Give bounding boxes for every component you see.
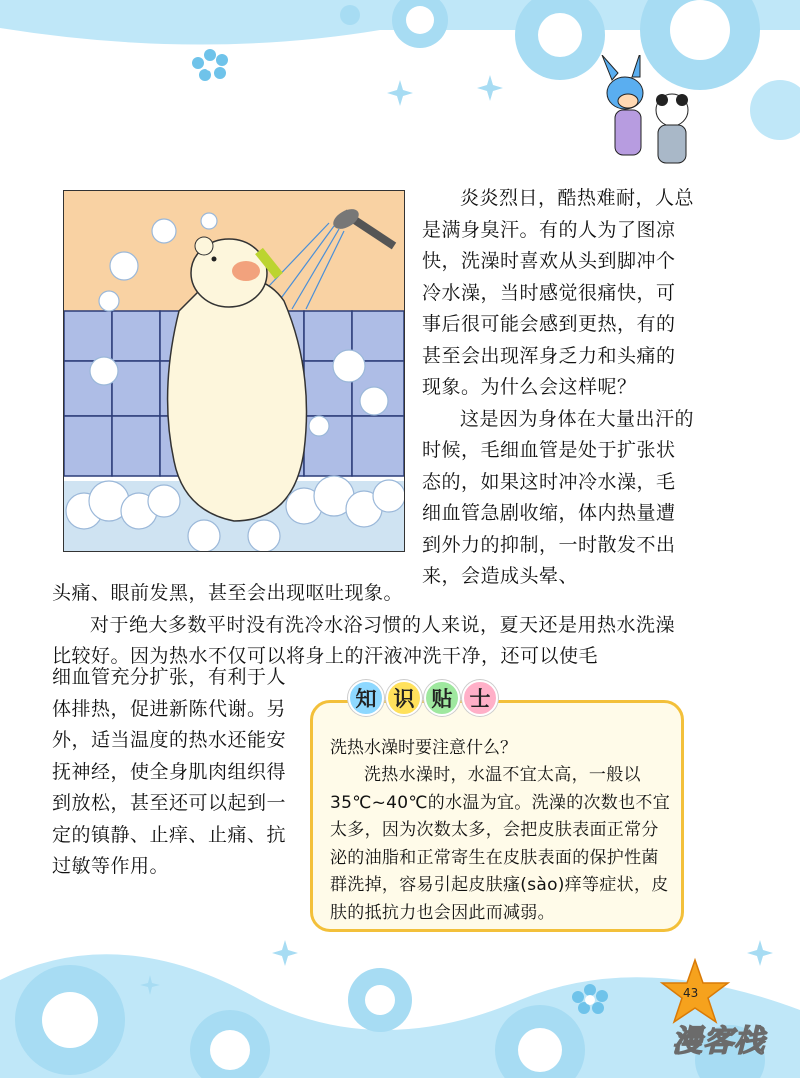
tip-title (348, 680, 498, 716)
paragraph-benefits: 细血管充分扩张，有利于人体排热，促进新陈代谢。另外，适当温度的热水还能安抚神经，使全身肌肉组织得到放松，甚至还可以起到一定的镇静、止痒、止痛、抗过敏等作用。 (52, 666, 287, 877)
paragraph-continuation: 头痛、眼前发黑，甚至会出现呕吐现象。 (52, 582, 404, 604)
paragraph-advice: 对于绝大多数平时没有洗冷水浴习惯的人来说，夏天还是用热水洗澡比较好。因为热水不仅可以将身上的汗液冲洗干净，还可以使毛 (52, 613, 676, 667)
page-number: 43 (683, 986, 699, 1000)
flower-icon (192, 49, 228, 81)
tip-title-char: 士 (462, 680, 498, 716)
tip-question: 洗热水澡时要注意什么？ (330, 738, 517, 758)
article-full-width (52, 578, 694, 673)
paragraph-intro: 炎炎烈日，酷热难耐，人总是满身臭汗。有的人为了图凉快，洗澡时喜欢从头到脚冲个冷水澡，当时感觉很痛快，可事后很可能会感到更热，有的甚至会出现浑身乏力和头痛的现象。为什么会这样呢？ (422, 187, 695, 398)
article-right-column (422, 183, 694, 593)
polar-bear-shower-illustration (63, 190, 405, 552)
tip-answer: 洗热水澡时，水温不宜太高，一般以35℃~40℃的水温为宜。洗澡的次数也不宜太多，因为次数太多，会把皮肤表面正常分泌的油脂和正常寄生在皮肤表面的保护性菌群洗掉，容易引起皮肤瘙(sào)痒等症状，皮肤的抵抗力也会因此而减弱。 (330, 765, 670, 923)
mascot-characters (590, 55, 730, 175)
tip-title-char: 贴 (424, 680, 460, 716)
tip-title-char: 识 (386, 680, 422, 716)
watermark-logo: 漫客栈 (672, 1024, 765, 1059)
article-left-column (52, 662, 302, 883)
tip-title-char: 知 (348, 680, 384, 716)
tip-body (330, 762, 670, 927)
paragraph-explanation: 这是因为身体在大量出汗的时候，毛细血管是处于扩张状态的，如果这时冲冷水澡，毛细血管急剧收缩，体内热量遭到外力的抑制，一时散发不出来，会造成头晕、 (422, 407, 695, 587)
